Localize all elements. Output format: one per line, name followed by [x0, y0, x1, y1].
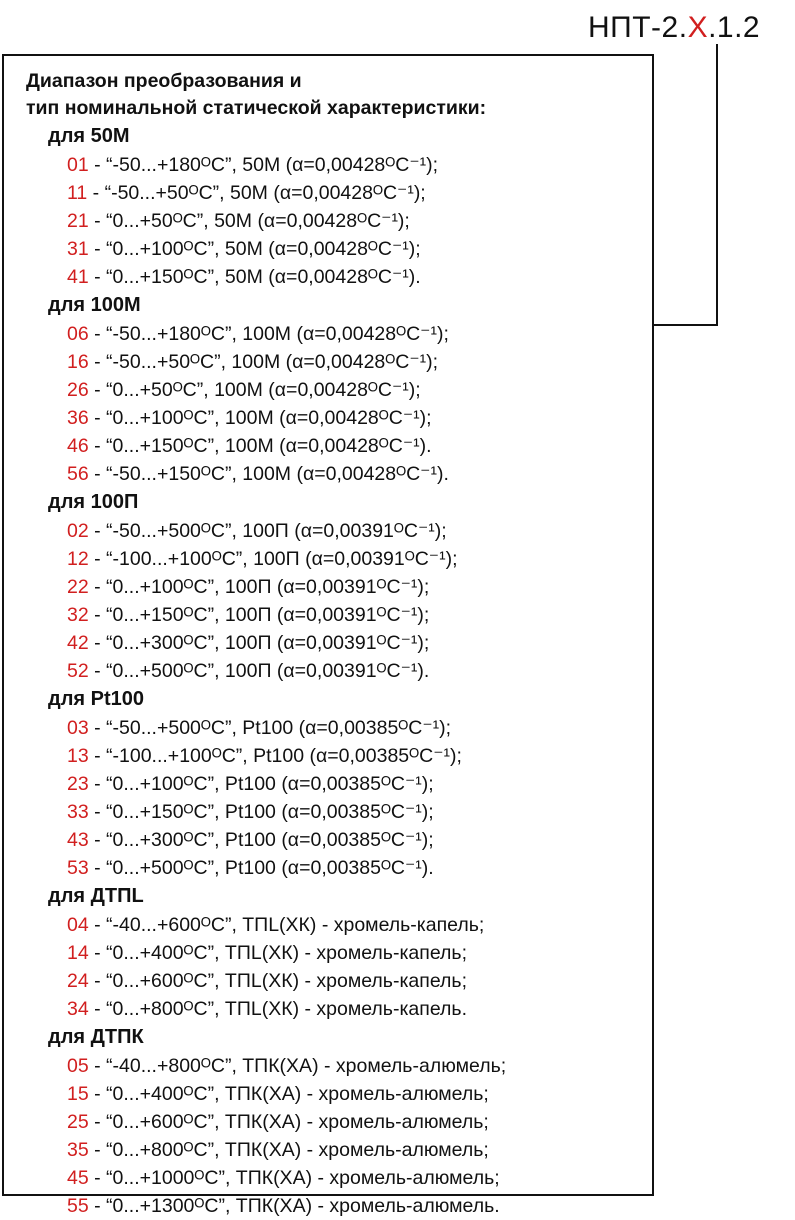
range-code: 23 [67, 773, 89, 795]
range-item [4, 517, 652, 545]
range-code: 32 [67, 604, 89, 626]
range-item [4, 1080, 652, 1108]
heading-line-2: тип номинальной статической характеристики: [26, 97, 487, 119]
range-description: - “0...+500ᴼС”, Pt100 (α=0,00385ᴼС⁻¹). [88, 857, 434, 879]
range-description: - “0...+600ᴼС”, ТПL(ХК) - хромель-капель; [88, 970, 467, 992]
model-prefix: НПТ-2. [588, 11, 688, 44]
range-code: 24 [67, 970, 89, 992]
range-code: 42 [67, 632, 89, 654]
range-item [4, 151, 652, 179]
range-description: - “-50...+150ᴼС”, 100М (α=0,00428ᴼС⁻¹). [88, 463, 449, 485]
range-item [4, 770, 652, 798]
range-item [4, 263, 652, 291]
model-variable-position: X [687, 11, 709, 44]
range-item [4, 601, 652, 629]
model-suffix: .1.2 [708, 11, 761, 44]
range-item [4, 826, 652, 854]
range-description: - “0...+300ᴼС”, 100П (α=0,00391ᴼС⁻¹); [88, 632, 430, 654]
range-item [4, 460, 652, 488]
range-code: 05 [67, 1055, 89, 1077]
range-description: - “-40...+800ᴼС”, ТПК(ХА) - хромель-алюмель; [88, 1055, 507, 1077]
range-description: - “0...+100ᴼС”, 50М (α=0,00428ᴼС⁻¹); [88, 238, 421, 260]
range-description: - “0...+800ᴼС”, ТПК(ХА) - хромель-алюмель; [88, 1139, 489, 1161]
range-item [4, 1052, 652, 1080]
range-item [4, 657, 652, 685]
range-code: 22 [67, 576, 89, 598]
range-code: 14 [67, 942, 89, 964]
range-code: 45 [67, 1167, 89, 1189]
range-item [4, 432, 652, 460]
range-code: 53 [67, 857, 89, 879]
group-title: для ДТПК [48, 1026, 144, 1048]
range-description: - “-50...+180ᴼС”, 100М (α=0,00428ᴼС⁻¹); [88, 323, 449, 345]
range-description: - “0...+100ᴼС”, 100П (α=0,00391ᴼС⁻¹); [88, 576, 430, 598]
range-item [4, 1108, 652, 1136]
range-code: 01 [67, 154, 89, 176]
sensor-groups-list [4, 122, 652, 1220]
range-description: - “-100...+100ᴼС”, Pt100 (α=0,00385ᴼС⁻¹); [88, 745, 462, 767]
range-item [4, 179, 652, 207]
range-code: 16 [67, 351, 89, 373]
heading-line-1: Диапазон преобразования и [26, 70, 302, 92]
range-code: 04 [67, 914, 89, 936]
range-code: 46 [67, 435, 89, 457]
range-code: 34 [67, 998, 89, 1020]
options-heading [26, 68, 486, 122]
range-item [4, 939, 652, 967]
range-description: - “0...+50ᴼС”, 100М (α=0,00428ᴼС⁻¹); [88, 379, 421, 401]
range-description: - “0...+800ᴼС”, ТПL(ХК) - хромель-капель. [88, 998, 467, 1020]
range-description: - “-50...+50ᴼС”, 100М (α=0,00428ᴼС⁻¹); [88, 351, 439, 373]
range-description: - “0...+1300ᴼС”, ТПК(ХА) - хромель-алюмель. [88, 1195, 500, 1217]
range-item [4, 742, 652, 770]
range-item [4, 1136, 652, 1164]
model-designation [588, 4, 760, 52]
range-code: 26 [67, 379, 89, 401]
range-item [4, 995, 652, 1023]
range-item [4, 376, 652, 404]
range-description: - “0...+400ᴼС”, ТПК(ХА) - хромель-алюмель; [88, 1083, 489, 1105]
range-description: - “-50...+180ᴼС”, 50М (α=0,00428ᴼС⁻¹); [88, 154, 439, 176]
group-title: для Pt100 [48, 688, 144, 710]
range-description: - “0...+300ᴼС”, Pt100 (α=0,00385ᴼС⁻¹); [88, 829, 434, 851]
range-description: - “0...+100ᴼС”, Pt100 (α=0,00385ᴼС⁻¹); [88, 773, 434, 795]
range-code: 25 [67, 1111, 89, 1133]
range-code: 36 [67, 407, 89, 429]
range-item [4, 404, 652, 432]
range-code: 52 [67, 660, 89, 682]
range-description: - “0...+100ᴼС”, 100М (α=0,00428ᴼС⁻¹); [88, 407, 432, 429]
range-description: - “0...+150ᴼС”, Pt100 (α=0,00385ᴼС⁻¹); [88, 801, 434, 823]
group-title: для 100П [48, 491, 139, 513]
range-code: 13 [67, 745, 89, 767]
range-code: 11 [67, 182, 88, 204]
range-code: 03 [67, 717, 89, 739]
range-code: 21 [67, 210, 89, 232]
group-title: для 50М [48, 125, 130, 147]
range-description: - “-100...+100ᴼС”, 100П (α=0,00391ᴼС⁻¹); [88, 548, 458, 570]
range-description: - “0...+50ᴼС”, 50М (α=0,00428ᴼС⁻¹); [88, 210, 410, 232]
range-code: 15 [67, 1083, 89, 1105]
range-code: 35 [67, 1139, 89, 1161]
connector-line-vertical [716, 44, 718, 326]
range-code: 55 [67, 1195, 89, 1217]
range-description: - “0...+150ᴼС”, 50М (α=0,00428ᴼС⁻¹). [88, 266, 421, 288]
range-description: - “-50...+500ᴼС”, 100П (α=0,00391ᴼС⁻¹); [88, 520, 447, 542]
range-item [4, 967, 652, 995]
group-title: для ДТПL [48, 885, 144, 907]
range-item [4, 629, 652, 657]
range-code: 33 [67, 801, 89, 823]
range-item [4, 235, 652, 263]
range-code: 02 [67, 520, 89, 542]
range-description: - “0...+600ᴼС”, ТПК(ХА) - хромель-алюмель; [88, 1111, 489, 1133]
range-description: - “0...+150ᴼС”, 100М (α=0,00428ᴼС⁻¹). [88, 435, 432, 457]
range-item [4, 854, 652, 882]
range-item [4, 320, 652, 348]
range-item [4, 714, 652, 742]
range-item [4, 348, 652, 376]
range-code: 41 [67, 266, 89, 288]
range-description: - “0...+150ᴼС”, 100П (α=0,00391ᴼС⁻¹); [88, 604, 430, 626]
range-item [4, 1164, 652, 1192]
range-item [4, 798, 652, 826]
range-item [4, 207, 652, 235]
range-item [4, 573, 652, 601]
range-code: 43 [67, 829, 89, 851]
group-title: для 100М [48, 294, 141, 316]
range-description: - “0...+500ᴼС”, 100П (α=0,00391ᴼС⁻¹). [88, 660, 430, 682]
range-item [4, 545, 652, 573]
range-description: - “-50...+500ᴼС”, Pt100 (α=0,00385ᴼС⁻¹); [88, 717, 452, 739]
range-item [4, 1192, 652, 1220]
range-code: 06 [67, 323, 89, 345]
range-description: - “0...+1000ᴼС”, ТПК(ХА) - хромель-алюмель; [88, 1167, 500, 1189]
range-code: 12 [67, 548, 89, 570]
range-description: - “-40...+600ᴼС”, ТПL(ХК) - хромель-капель; [88, 914, 485, 936]
range-description: - “-50...+50ᴼС”, 50М (α=0,00428ᴼС⁻¹); [87, 182, 426, 204]
range-description: - “0...+400ᴼС”, ТПL(ХК) - хромель-капель; [88, 942, 467, 964]
range-code: 31 [67, 238, 89, 260]
range-item [4, 911, 652, 939]
range-code: 56 [67, 463, 89, 485]
connector-line-horizontal [654, 324, 718, 326]
options-frame [2, 54, 654, 1217]
